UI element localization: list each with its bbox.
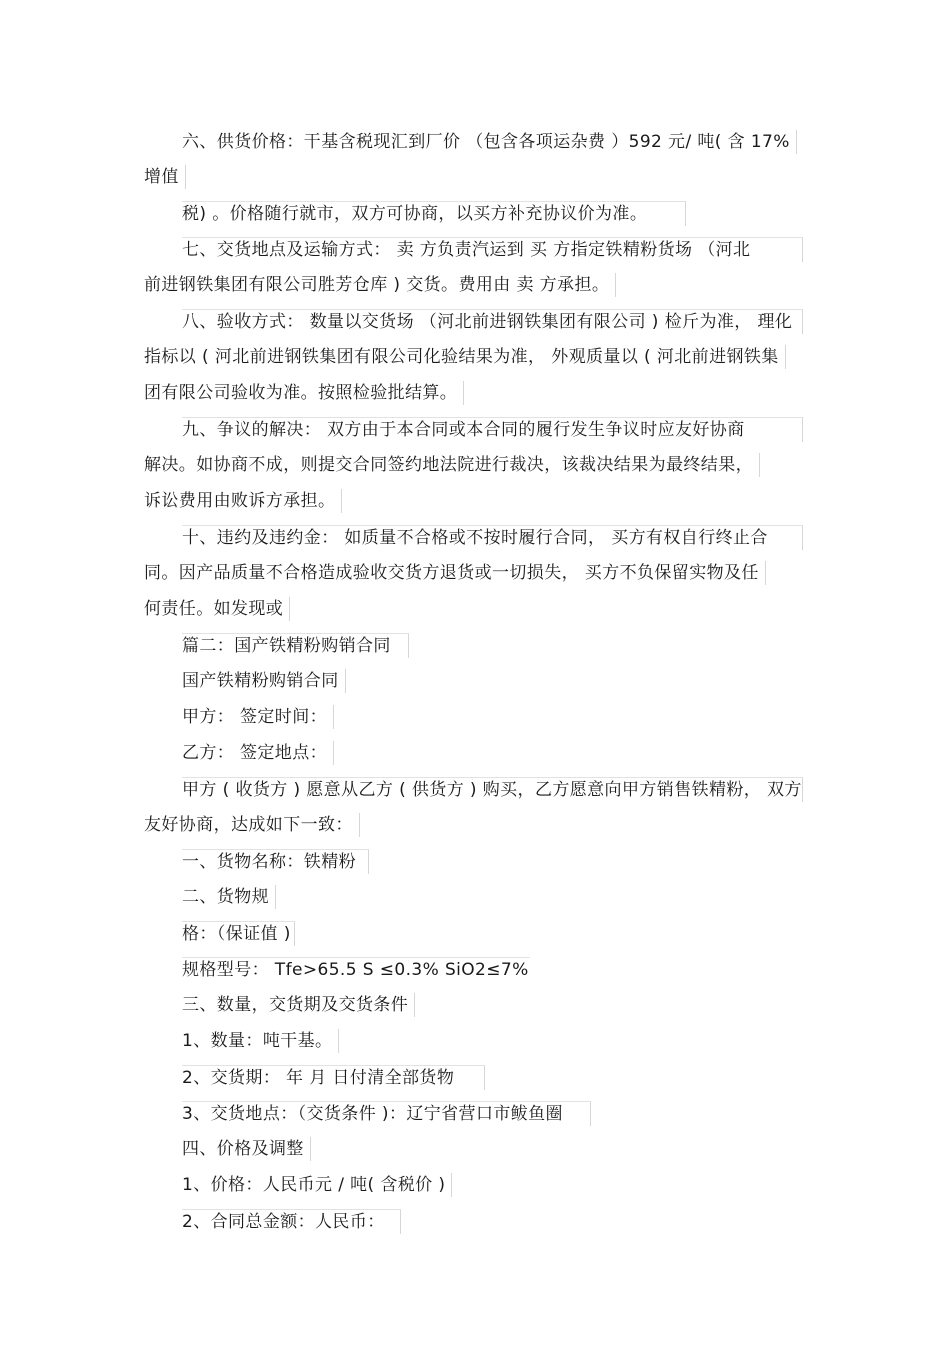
line-16: 国产铁精粉购销合同: [182, 669, 346, 693]
line-26: 1、数量：吨干基。: [182, 1029, 339, 1053]
line-27: 2、交货期： 年 月 日付清全部货物: [182, 1065, 485, 1090]
line-17: 甲方： 签定时间：: [182, 705, 334, 729]
line-22: 二、货物规: [182, 885, 276, 909]
line-9: 九、争议的解决： 双方由于本合同或本合同的履行发生争议时应友好协商: [182, 417, 803, 442]
line-1: 六、供货价格：干基含税现汇到厂价 （包含各项运杂费 ）592 元/ 吨( 含 17%: [182, 130, 797, 154]
line-14: 何责任。如发现或: [144, 597, 290, 621]
line-8: 团有限公司验收为准。按照检验批结算。: [144, 381, 464, 405]
line-12: 十、违约及违约金： 如质量不合格或不按时履行合同， 买方有权自行终止合: [182, 525, 803, 550]
line-7: 指标以 ( 河北前进钢铁集团有限公司化验结果为准， 外观质量以 ( 河北前进钢铁集: [144, 345, 786, 369]
line-5: 前进钢铁集团有限公司胜芳仓库 ) 交货。费用由 卖 方承担。: [144, 273, 616, 297]
line-10: 解决。如协商不成，则提交合同签约地法院进行裁决，该裁决结果为最终结果，: [144, 453, 760, 477]
line-20: 友好协商，达成如下一致：: [144, 813, 360, 837]
line-15: 篇二：国产铁精粉购销合同: [182, 633, 409, 658]
line-23: 格：（保证值 ): [182, 921, 295, 946]
line-4: 七、交货地点及运输方式： 卖 方负责汽运到 买 方指定铁精粉货场 （河北: [182, 237, 803, 262]
line-25: 三、数量，交货期及交货条件: [182, 993, 415, 1017]
line-18: 乙方： 签定地点：: [182, 741, 334, 765]
line-13: 同。因产品质量不合格造成验收交货方退货或一切损失， 买方不负保留实物及任: [144, 561, 766, 585]
line-21: 一、货物名称：铁精粉: [182, 849, 369, 874]
line-31: 2、合同总金额：人民币：: [182, 1209, 401, 1234]
line-2: 增值: [144, 165, 186, 189]
line-6: 八、验收方式： 数量以交货场 （河北前进钢铁集团有限公司 ) 检斤为准， 理化: [182, 309, 803, 334]
line-19: 甲方 ( 收货方 ) 愿意从乙方 ( 供货方 ) 购买，乙方愿意向甲方销售铁精粉， 双方: [182, 777, 803, 802]
line-28: 3、交货地点：（交货条件 )：辽宁省营口市鲅鱼圈: [182, 1101, 591, 1126]
line-24: 规格型号： Tfe>65.5 S ≤0.3% SiO2≤7%: [182, 957, 530, 982]
line-30: 1、价格：人民币元 / 吨( 含税价 ): [182, 1173, 452, 1197]
line-29: 四、价格及调整: [182, 1137, 311, 1161]
line-11: 诉讼费用由败诉方承担。: [144, 489, 342, 513]
line-3: 税) 。价格随行就市，双方可协商，以买方补充协议价为准。: [182, 201, 686, 226]
